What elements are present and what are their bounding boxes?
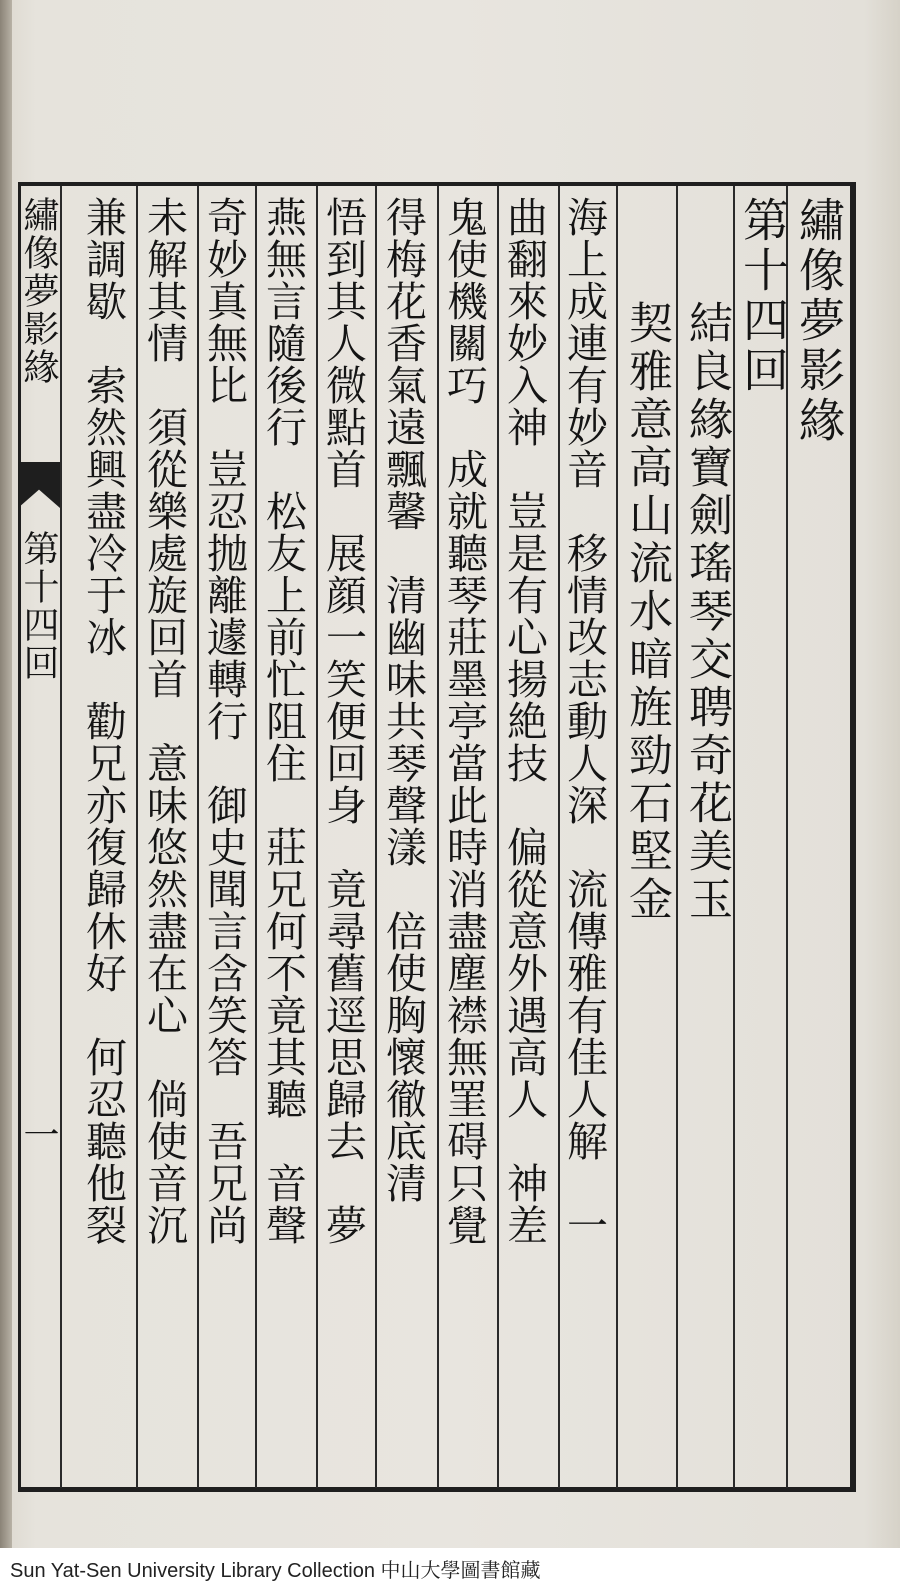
column-rule: [255, 186, 257, 1488]
text-column: 燕無言隨後行 松友上前忙阻住 莊兄何不竟其聽 音聲: [259, 196, 307, 1246]
column-rule: [676, 186, 678, 1488]
margin-book-title: 繡像夢影緣: [18, 196, 59, 386]
text-column: 悟到其人微點首 展顔一笑便回身 竟尋舊逕思歸去 夢: [319, 196, 367, 1246]
column-rule: [733, 186, 735, 1488]
text-column: 鬼使機關巧 成就聽琴莊墨亭當此時消盡塵襟無罣碍只覺: [440, 196, 488, 1246]
margin-page-number: 一: [18, 1116, 59, 1154]
text-column: 未解其情 須從樂處旋回首 意味悠然盡在心 倘使音沉: [140, 196, 188, 1246]
column-rule: [375, 186, 377, 1488]
text-column: 海上成連有妙音 移情改志動人深 流傳雅有佳人解 一: [560, 196, 608, 1246]
library-credit: Sun Yat-Sen University Library Collection 中山大學圖書館藏: [10, 1560, 541, 1582]
chapter-number: 第十四回: [736, 196, 790, 396]
column-rule: [136, 186, 138, 1488]
footer-bar: [0, 1548, 900, 1593]
column-rule: [197, 186, 199, 1488]
column-rule: [437, 186, 439, 1488]
margin-rule: [60, 186, 62, 1488]
text-column: 得梅花香氣遠飄馨 清幽味共琴聲漾 倍使胸懷徹底清: [379, 196, 427, 1204]
text-column: 兼調歇 索然興盡冷于冰 勸兄亦復歸休好 何忍聽他裂: [79, 196, 127, 1246]
text-column: 曲翻來妙入神 豈是有心揚絶技 偏從意外遇高人 神差: [500, 196, 548, 1246]
book-title: 繡像夢影緣: [792, 196, 846, 446]
spine-edge: [0, 0, 12, 1548]
text-column: 奇妙真無比 豈忍抛離遽轉行 御史聞言含笑答 吾兄尚: [200, 196, 248, 1246]
margin-chapter-label: 第十四回: [18, 530, 59, 682]
column-rule: [316, 186, 318, 1488]
column-rule: [497, 186, 499, 1488]
chapter-heading-line-1: 結良緣寶劍瑤琴交聘奇花美玉: [681, 300, 732, 924]
column-rule: [616, 186, 618, 1488]
chapter-heading-line-2: 契雅意高山流水暗旌勁石堅金: [621, 300, 672, 924]
